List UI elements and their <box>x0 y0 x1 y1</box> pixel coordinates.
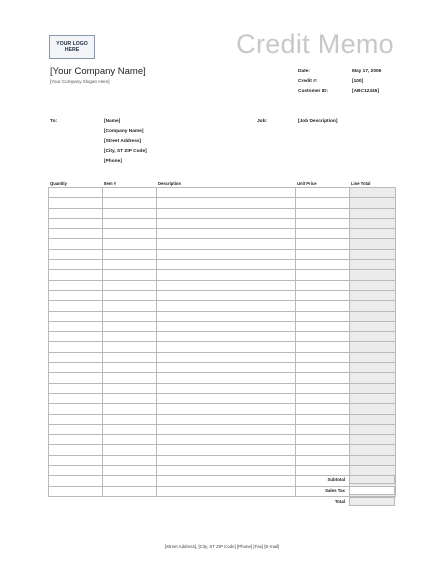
item-number-cell[interactable] <box>103 198 157 208</box>
description-cell[interactable] <box>157 486 296 496</box>
line-items-table <box>48 187 396 497</box>
company-name: [Your Company Name] <box>50 66 146 77</box>
quantity-cell[interactable] <box>49 290 103 300</box>
table-row <box>49 404 396 414</box>
item-number-cell[interactable] <box>103 270 157 280</box>
table-row <box>49 393 396 403</box>
quantity-cell[interactable] <box>49 393 103 403</box>
line-total-cell[interactable] <box>350 424 396 434</box>
to-street-address: [Street Address] <box>104 139 142 144</box>
quantity-cell[interactable] <box>49 466 103 476</box>
line-total-cell[interactable] <box>350 393 396 403</box>
table-row <box>49 218 396 228</box>
credit-number-value: [100] <box>352 79 364 84</box>
description-cell[interactable] <box>157 311 296 321</box>
quantity-cell[interactable] <box>49 321 103 331</box>
line-total-cell[interactable] <box>350 280 396 290</box>
quantity-cell[interactable] <box>49 363 103 373</box>
unit-price-cell[interactable] <box>296 424 350 434</box>
job-label: Job: <box>257 119 268 124</box>
item-number-cell[interactable] <box>103 352 157 362</box>
footer-contact-line: [Street Address], [City, ST ZIP Code] [Phone] [Fax] [E-mail] <box>164 544 280 549</box>
quantity-cell[interactable] <box>49 383 103 393</box>
unit-price-cell[interactable] <box>296 342 350 352</box>
description-cell[interactable] <box>157 321 296 331</box>
line-total-cell[interactable] <box>350 229 396 239</box>
company-logo-placeholder <box>49 35 95 59</box>
unit-price-cell[interactable] <box>296 373 350 383</box>
description-cell[interactable] <box>157 239 296 249</box>
line-total-cell[interactable] <box>350 249 396 259</box>
line-total-cell[interactable] <box>350 352 396 362</box>
line-total-cell[interactable] <box>350 270 396 280</box>
table-row <box>49 260 396 270</box>
item-number-cell[interactable] <box>103 218 157 228</box>
table-row <box>49 332 396 342</box>
description-cell[interactable] <box>157 249 296 259</box>
total-value-cell[interactable] <box>349 497 395 506</box>
total-label: Total <box>334 499 345 504</box>
description-cell[interactable] <box>157 373 296 383</box>
quantity-cell[interactable] <box>49 218 103 228</box>
item-number-cell[interactable] <box>103 229 157 239</box>
line-total-cell[interactable] <box>350 363 396 373</box>
customer-id-value: [ABC12345] <box>352 89 379 94</box>
description-cell[interactable] <box>157 393 296 403</box>
item-number-cell[interactable] <box>103 455 157 465</box>
line-total-cell[interactable] <box>350 188 396 198</box>
quantity-cell[interactable] <box>49 352 103 362</box>
line-total-cell[interactable] <box>350 218 396 228</box>
unit-price-cell[interactable] <box>296 383 350 393</box>
subtotal-value-cell[interactable] <box>349 475 395 484</box>
table-row <box>49 229 396 239</box>
unit-price-cell[interactable] <box>296 208 350 218</box>
table-row <box>49 198 396 208</box>
description-cell[interactable] <box>157 208 296 218</box>
unit-price-cell[interactable] <box>296 229 350 239</box>
line-total-cell[interactable] <box>350 321 396 331</box>
to-company-name: [Company Name] <box>104 129 144 134</box>
line-total-cell[interactable] <box>350 414 396 424</box>
description-cell[interactable] <box>157 383 296 393</box>
description-cell[interactable] <box>157 270 296 280</box>
quantity-cell[interactable] <box>49 332 103 342</box>
to-city-state-zip: [City, ST ZIP Code] <box>104 149 147 154</box>
line-total-cell[interactable] <box>350 311 396 321</box>
unit-price-cell[interactable] <box>296 393 350 403</box>
item-number-cell[interactable] <box>103 239 157 249</box>
description-cell[interactable] <box>157 188 296 198</box>
quantity-cell[interactable] <box>49 373 103 383</box>
table-row <box>49 188 396 198</box>
unit-price-cell[interactable] <box>296 198 350 208</box>
sales-tax-label: Sales Tax <box>325 488 345 493</box>
column-header-description: Description <box>158 181 182 186</box>
description-cell[interactable] <box>157 352 296 362</box>
column-header-quantity: Quantity <box>50 181 67 186</box>
credit-number-label: Credit #: <box>298 79 318 84</box>
item-number-cell[interactable] <box>103 260 157 270</box>
line-total-cell[interactable] <box>350 290 396 300</box>
line-total-cell[interactable] <box>350 208 396 218</box>
unit-price-cell[interactable] <box>296 188 350 198</box>
line-total-cell[interactable] <box>350 301 396 311</box>
description-cell[interactable] <box>157 290 296 300</box>
table-row <box>49 239 396 249</box>
quantity-cell[interactable] <box>49 342 103 352</box>
unit-price-cell[interactable] <box>296 321 350 331</box>
table-row <box>49 352 396 362</box>
table-row <box>49 455 396 465</box>
item-number-cell[interactable] <box>103 321 157 331</box>
description-cell[interactable] <box>157 466 296 476</box>
unit-price-cell[interactable] <box>296 301 350 311</box>
description-cell[interactable] <box>157 424 296 434</box>
line-total-cell[interactable] <box>350 404 396 414</box>
description-cell[interactable] <box>157 218 296 228</box>
item-number-cell[interactable] <box>103 445 157 455</box>
table-row <box>49 414 396 424</box>
description-cell[interactable] <box>157 404 296 414</box>
unit-price-cell[interactable] <box>296 260 350 270</box>
line-total-cell[interactable] <box>350 198 396 208</box>
item-number-cell[interactable] <box>103 249 157 259</box>
unit-price-cell[interactable] <box>296 218 350 228</box>
item-number-cell[interactable] <box>103 466 157 476</box>
quantity-cell[interactable] <box>49 414 103 424</box>
item-number-cell[interactable] <box>103 393 157 403</box>
unit-price-cell[interactable] <box>296 455 350 465</box>
quantity-cell[interactable] <box>49 435 103 445</box>
line-total-cell[interactable] <box>350 332 396 342</box>
quantity-cell[interactable] <box>49 260 103 270</box>
subtotal-label: Subtotal <box>327 477 345 482</box>
table-row <box>49 373 396 383</box>
table-row <box>49 208 396 218</box>
line-total-cell[interactable] <box>350 342 396 352</box>
item-number-cell[interactable] <box>103 363 157 373</box>
quantity-cell[interactable] <box>49 249 103 259</box>
line-total-cell[interactable] <box>350 239 396 249</box>
description-cell[interactable] <box>157 198 296 208</box>
unit-price-cell[interactable] <box>296 445 350 455</box>
description-cell[interactable] <box>157 260 296 270</box>
item-number-cell[interactable] <box>103 188 157 198</box>
table-row <box>49 383 396 393</box>
unit-price-cell[interactable] <box>296 435 350 445</box>
unit-price-cell[interactable] <box>296 332 350 342</box>
quantity-cell[interactable] <box>49 198 103 208</box>
quantity-cell[interactable] <box>49 486 103 496</box>
line-total-cell[interactable] <box>350 383 396 393</box>
quantity-cell[interactable] <box>49 476 103 486</box>
line-total-cell[interactable] <box>350 435 396 445</box>
table-row <box>49 270 396 280</box>
quantity-cell[interactable] <box>49 404 103 414</box>
quantity-cell[interactable] <box>49 239 103 249</box>
to-phone: [Phone] <box>104 159 122 164</box>
column-header-item-number: Item # <box>104 181 117 186</box>
quantity-cell[interactable] <box>49 270 103 280</box>
description-cell[interactable] <box>157 414 296 424</box>
item-number-cell[interactable] <box>103 342 157 352</box>
description-cell[interactable] <box>157 445 296 455</box>
line-total-cell[interactable] <box>350 445 396 455</box>
unit-price-cell[interactable] <box>296 270 350 280</box>
description-cell[interactable] <box>157 363 296 373</box>
unit-price-cell[interactable] <box>296 239 350 249</box>
table-row <box>49 280 396 290</box>
sales-tax-value-cell[interactable] <box>349 486 395 495</box>
table-row <box>49 424 396 434</box>
table-row <box>49 466 396 476</box>
description-cell[interactable] <box>157 301 296 311</box>
to-name: [Name] <box>104 119 121 124</box>
description-cell[interactable] <box>157 280 296 290</box>
job-description: [Job Description] <box>298 119 338 124</box>
item-number-cell[interactable] <box>103 208 157 218</box>
line-total-cell[interactable] <box>350 455 396 465</box>
unit-price-cell[interactable] <box>296 280 350 290</box>
table-row <box>49 290 396 300</box>
quantity-cell[interactable] <box>49 301 103 311</box>
item-number-cell[interactable] <box>103 486 157 496</box>
item-number-cell[interactable] <box>103 424 157 434</box>
item-number-cell[interactable] <box>103 311 157 321</box>
description-cell[interactable] <box>157 455 296 465</box>
customer-id-label: Customer ID: <box>298 89 329 94</box>
table-row <box>49 435 396 445</box>
document-title: Credit Memo <box>236 29 394 59</box>
unit-price-cell[interactable] <box>296 466 350 476</box>
unit-price-cell[interactable] <box>296 290 350 300</box>
table-row <box>49 363 396 373</box>
date-value: May 17, 2006 <box>352 69 382 74</box>
description-cell[interactable] <box>157 229 296 239</box>
unit-price-cell[interactable] <box>296 352 350 362</box>
description-cell[interactable] <box>157 476 296 486</box>
item-number-cell[interactable] <box>103 383 157 393</box>
item-number-cell[interactable] <box>103 280 157 290</box>
quantity-cell[interactable] <box>49 280 103 290</box>
to-label: To: <box>50 119 58 124</box>
line-total-cell[interactable] <box>350 373 396 383</box>
unit-price-cell[interactable] <box>296 311 350 321</box>
unit-price-cell[interactable] <box>296 249 350 259</box>
logo-text: YOUR LOGO HERE <box>56 41 88 53</box>
description-cell[interactable] <box>157 342 296 352</box>
table-row <box>49 311 396 321</box>
column-header-line-total: Line Total <box>351 181 371 186</box>
table-row <box>49 342 396 352</box>
quantity-cell[interactable] <box>49 188 103 198</box>
item-number-cell[interactable] <box>103 373 157 383</box>
quantity-cell[interactable] <box>49 455 103 465</box>
item-number-cell[interactable] <box>103 476 157 486</box>
item-number-cell[interactable] <box>103 414 157 424</box>
company-slogan: [Your Company Slogan Here] <box>50 79 110 84</box>
table-row <box>49 445 396 455</box>
quantity-cell[interactable] <box>49 208 103 218</box>
table-row <box>49 321 396 331</box>
unit-price-cell[interactable] <box>296 404 350 414</box>
table-row <box>49 249 396 259</box>
quantity-cell[interactable] <box>49 424 103 434</box>
quantity-cell[interactable] <box>49 445 103 455</box>
quantity-cell[interactable] <box>49 229 103 239</box>
date-label: Date: <box>298 69 310 74</box>
quantity-cell[interactable] <box>49 311 103 321</box>
description-cell[interactable] <box>157 332 296 342</box>
line-total-cell[interactable] <box>350 260 396 270</box>
column-header-unit-price: Unit Price <box>297 181 317 186</box>
item-number-cell[interactable] <box>103 332 157 342</box>
unit-price-cell[interactable] <box>296 363 350 373</box>
item-number-cell[interactable] <box>103 404 157 414</box>
description-cell[interactable] <box>157 435 296 445</box>
unit-price-cell[interactable] <box>296 414 350 424</box>
table-row <box>49 301 396 311</box>
item-number-cell[interactable] <box>103 290 157 300</box>
item-number-cell[interactable] <box>103 435 157 445</box>
item-number-cell[interactable] <box>103 301 157 311</box>
